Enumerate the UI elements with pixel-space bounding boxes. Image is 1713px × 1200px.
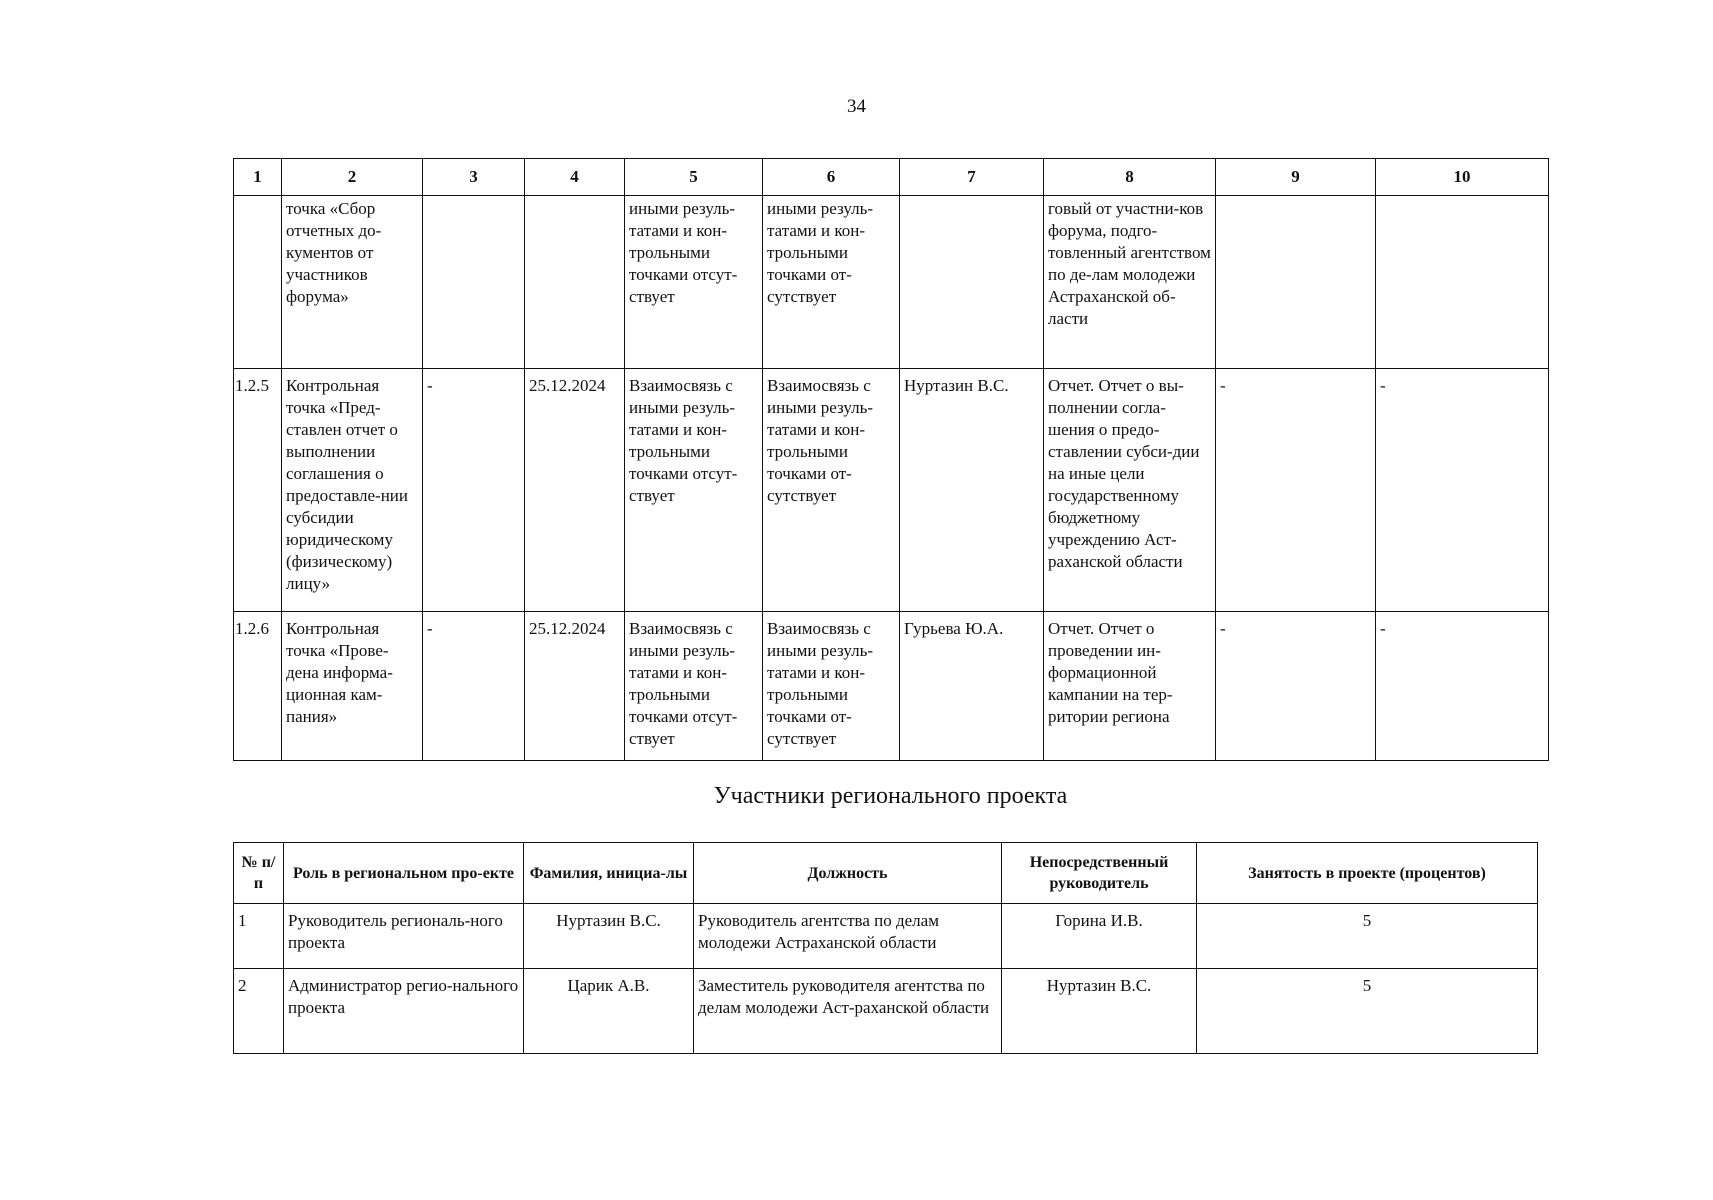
section-title: Участники регионального проекта (713, 783, 1068, 809)
table-cell: Администратор регио-нального проекта (284, 969, 524, 1054)
table-cell: 1.2.6 (234, 612, 282, 761)
table-row (234, 369, 1549, 612)
table-cell (1216, 196, 1376, 369)
table-cell: - (1376, 612, 1549, 761)
table-cell: говый от участни-ков форума, подго-товленный агентством по де-лам молодежи Астраханской об-ласти (1044, 196, 1216, 369)
column-header: 3 (423, 159, 525, 196)
column-header: 10 (1376, 159, 1549, 196)
table-cell: 1.2.5 (234, 369, 282, 612)
table-cell: 1 (234, 904, 284, 969)
table-cell: Контрольная точка «Пред-ставлен отчет о выполнении соглашения о предоставле-нии субсидии юридическому (физическому) лицу» (282, 369, 423, 612)
table-cell: Нуртазин В.С. (900, 369, 1044, 612)
column-header: Непосредственный руководитель (1002, 843, 1197, 904)
column-header: 1 (234, 159, 282, 196)
table-cell: Отчет. Отчет о проведении ин-формационной кампании на тер-ритории региона (1044, 612, 1216, 761)
table-cell: Царик А.В. (524, 969, 694, 1054)
table-cell: Взаимосвязь с иными резуль-татами и кон-трольными точками от-сутствует (763, 369, 900, 612)
column-header: 9 (1216, 159, 1376, 196)
table-cell (900, 196, 1044, 369)
table-cell: Заместитель руководителя агентства по делам молодежи Аст-раханской области (694, 969, 1002, 1054)
table-cell: Взаимосвязь с иными резуль-татами и кон-трольными точками отсут-ствует (625, 369, 763, 612)
column-header: 2 (282, 159, 423, 196)
table-cell: 5 (1197, 969, 1538, 1054)
table-cell: - (423, 612, 525, 761)
table-cell: Руководитель региональ-ного проекта (284, 904, 524, 969)
column-header: 5 (625, 159, 763, 196)
column-header: № п/п (234, 843, 284, 904)
table-header-row (234, 843, 1538, 904)
table-header-row (234, 159, 1549, 196)
table-cell: Нуртазин В.С. (524, 904, 694, 969)
table-cell (423, 196, 525, 369)
table-cell: иными резуль-татами и кон-трольными точками отсут-ствует (625, 196, 763, 369)
table-cell: Отчет. Отчет о вы-полнении согла-шения о предо-ставлении субси-дии на иные цели государственному бюджетному учреждению Аст-раханской области (1044, 369, 1216, 612)
column-header: Занятость в проекте (процентов) (1197, 843, 1538, 904)
column-header: Фамилия, инициа-лы (524, 843, 694, 904)
control-points-table (233, 158, 1549, 761)
table-cell (525, 196, 625, 369)
table-cell: Нуртазин В.С. (1002, 969, 1197, 1054)
column-header: Роль в региональном про-екте (284, 843, 524, 904)
table-cell: 5 (1197, 904, 1538, 969)
table-cell: - (1376, 369, 1549, 612)
column-header: 4 (525, 159, 625, 196)
table-row (234, 969, 1538, 1054)
participants-table (233, 842, 1538, 1054)
table-cell: Взаимосвязь с иными резуль-татами и кон-трольными точками от-сутствует (763, 612, 900, 761)
table-cell: Горина И.В. (1002, 904, 1197, 969)
column-header: 6 (763, 159, 900, 196)
table-cell: 2 (234, 969, 284, 1054)
table-cell: - (423, 369, 525, 612)
table-cell: - (1216, 612, 1376, 761)
column-header: 7 (900, 159, 1044, 196)
table-cell: 25.12.2024 (525, 369, 625, 612)
table-cell (1376, 196, 1549, 369)
table-cell (234, 196, 282, 369)
table-cell: - (1216, 369, 1376, 612)
column-header: Должность (694, 843, 1002, 904)
table-cell: Гурьева Ю.А. (900, 612, 1044, 761)
table-cell: Взаимосвязь с иными резуль-татами и кон-трольными точками отсут-ствует (625, 612, 763, 761)
table-cell: Контрольная точка «Прове-дена информа-ционная кам-пания» (282, 612, 423, 761)
table-cell: иными резуль-татами и кон-трольными точками от-сутствует (763, 196, 900, 369)
table-row (234, 612, 1549, 761)
table-row (234, 196, 1549, 369)
table-cell: 25.12.2024 (525, 612, 625, 761)
table-row (234, 904, 1538, 969)
page-number: 34 (847, 96, 866, 117)
table-cell: точка «Сбор отчетных до-кументов от участников форума» (282, 196, 423, 369)
table-cell: Руководитель агентства по делам молодежи Астраханской области (694, 904, 1002, 969)
column-header: 8 (1044, 159, 1216, 196)
